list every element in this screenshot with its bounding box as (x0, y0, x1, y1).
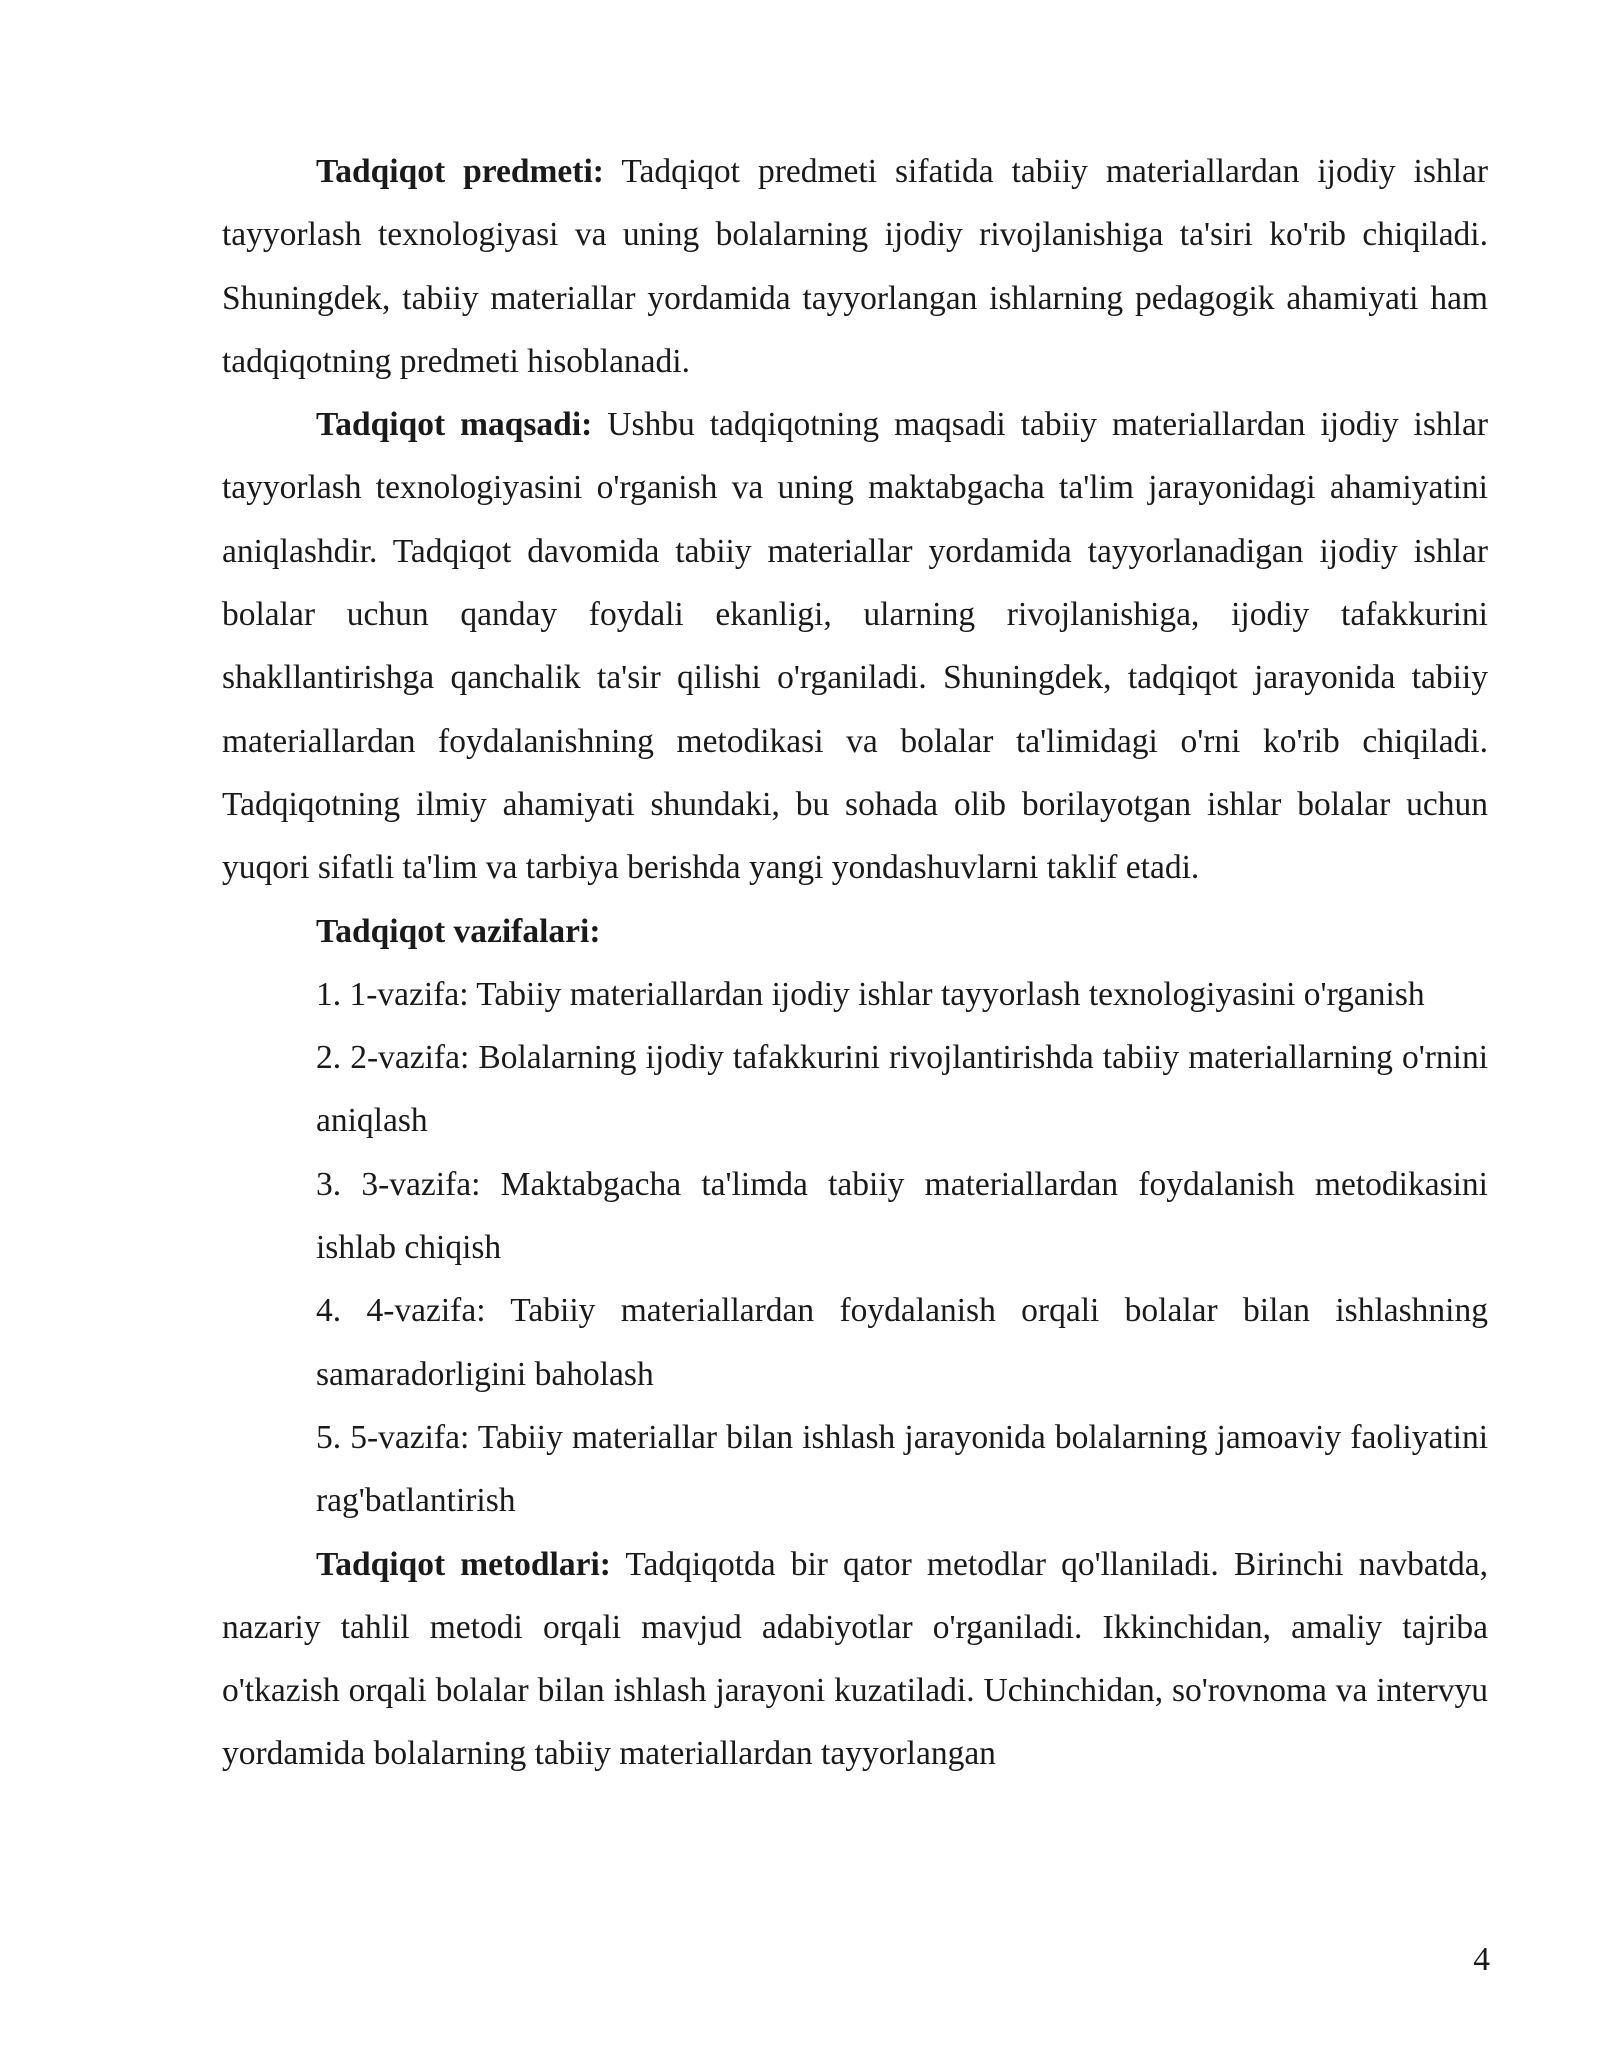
document-page (222, 140, 1488, 1786)
section-maqsadi (222, 393, 1488, 899)
page-number: 4 (1473, 1941, 1490, 1978)
section-vazifalari-heading: Tadqiqot vazifalari: (316, 912, 601, 950)
task-item-1: 1. 1-vazifa: Tabiiy materiallardan ijodiy ishlar tayyorlash texnologiyasini o'rganish (316, 975, 1425, 1013)
task-item-4: 4. 4-vazifa: Tabiiy materiallardan foydalanish orqali bolalar bilan ishlashning samaradorligini baholash (316, 1292, 1488, 1393)
section-maqsadi-text: Ushbu tadqiqotning maqsadi tabiiy materiallardan ijodiy ishlar tayyorlash texnologiyasini o'rganish va uning maktabgacha ta'lim jarayonidagi ahamiyatini aniqlashdir. Tadqiqot davomida tabiiy materiallar yordamida tayyorlanadigan ijodiy ishlar bolalar uchun qanday foydali ekanligi, ularning rivojlanishiga, ijodiy tafakkurini shakllantirishga qanchalik ta'sir qilishi o'rganiladi. Shuningdek, tadqiqot jarayonida tabiiy materiallardan foydalanishning metodikasi va bolalar ta'limidagi o'rni ko'rib chiqiladi. Tadqiqotning ilmiy ahamiyati shundaki, bu sohada olib borilayotgan ishlar bolalar uchun yuqori sifatli ta'lim va tarbiya berishda yangi yondashuvlarni taklif etadi. (222, 406, 1488, 887)
section-predmeti (222, 140, 1488, 393)
task-list (222, 963, 1488, 1533)
section-metodlari-lead: Tadqiqot metodlari: (316, 1545, 611, 1583)
section-metodlari-text: Tadqiqotda bir qator metodlar qo'llaniladi. Birinchi navbatda, nazariy tahlil metodi orqali mavjud adabiyotlar o'rganiladi. Ikkinchidan, amaliy tajriba o'tkazish orqali bolalar bilan ishlash jarayoni kuzatiladi. Uchinchidan, so'rovnoma va intervyu yordamida bolalarning tabiiy materiallardan tayyorlangan (222, 1545, 1489, 1773)
section-maqsadi-lead: Tadqiqot maqsadi: (316, 406, 593, 444)
section-predmeti-lead: Tadqiqot predmeti: (316, 153, 604, 190)
task-item-5: 5. 5-vazifa: Tabiiy materiallar bilan ishlash jarayonida bolalarning jamoaviy faoliyatini rag'batlantirish (316, 1418, 1488, 1520)
task-item-2: 2. 2-vazifa: Bolalarning ijodiy tafakkurini rivojlantirishda tabiiy materiallarning o'rnini aniqlash (316, 1039, 1488, 1140)
task-item-3: 3. 3-vazifa: Maktabgacha ta'limda tabiiy materiallardan foydalanish metodikasini ishlab chiqish (316, 1165, 1488, 1267)
section-metodlari (222, 1533, 1488, 1786)
section-predmeti-text: Tadqiqot predmeti sifatida tabiiy materiallardan ijodiy ishlar tayyorlash texnologiyasi va uning bolalarning ijodiy rivojlanishiga ta'siri ko'rib chiqiladi. Shuningdek, tabiiy materiallar yordamida tayyorlangan ishlarning pedagogik ahamiyati ham tadqiqotning predmeti hisoblanadi. (222, 153, 1488, 380)
